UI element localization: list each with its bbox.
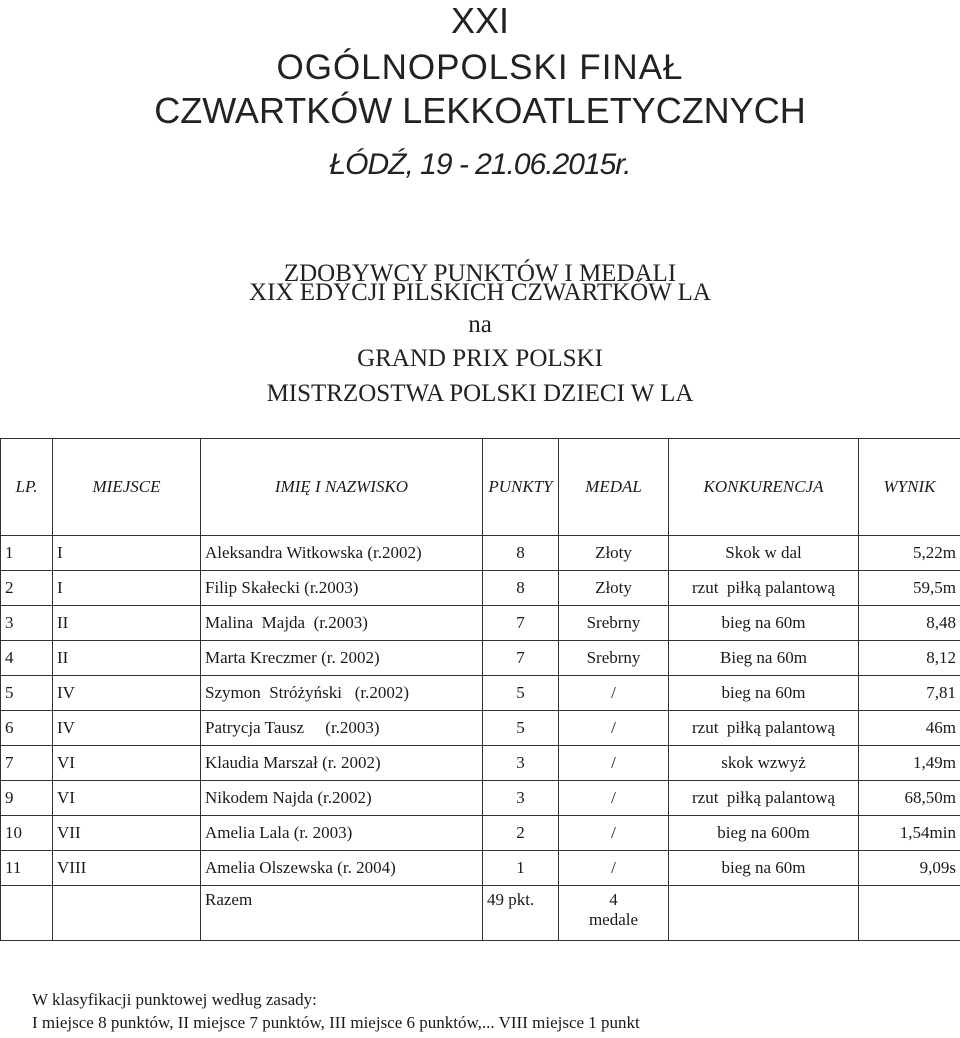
cell-medal: / (559, 676, 669, 711)
table-body (1, 536, 960, 886)
cell-miejsce: IV (53, 711, 201, 746)
summary-empty-3 (669, 886, 859, 941)
cell-medal: / (559, 781, 669, 816)
cell-punkty: 1 (483, 851, 559, 886)
cell-wynik: 7,81 (859, 676, 960, 711)
subtitle-line-4: GRAND PRIX POLSKI (357, 345, 603, 372)
cell-punkty: 5 (483, 676, 559, 711)
cell-miejsce: I (53, 536, 201, 571)
summary-empty-1 (1, 886, 53, 941)
cell-lp: 4 (1, 641, 53, 676)
cell-imie-nazwisko: Szymon Stróżyński (r.2002) (201, 676, 483, 711)
subtitle-line-1: ZDOBYWCY PUNKTÓW I MEDALI (283, 260, 677, 287)
cell-medal: / (559, 851, 669, 886)
cell-wynik: 8,12 (859, 641, 960, 676)
table-row (1, 781, 960, 816)
cell-punkty: 5 (483, 711, 559, 746)
header-punkty: PUNKTY (483, 439, 559, 536)
cell-punkty: 2 (483, 816, 559, 851)
cell-konkurencja: rzut piłką palantową (669, 781, 859, 816)
cell-medal: Srebrny (559, 606, 669, 641)
table-row (1, 816, 960, 851)
summary-medals-word: medale (588, 910, 639, 929)
table-row (1, 676, 960, 711)
cell-punkty: 3 (483, 781, 559, 816)
cell-wynik: 68,50m (859, 781, 960, 816)
summary-medals-count: 4 (609, 890, 618, 909)
cell-konkurencja: rzut piłką palantową (669, 711, 859, 746)
table-header-row (1, 439, 960, 536)
summary-label: Razem (201, 886, 483, 941)
cell-lp: 11 (1, 851, 53, 886)
cell-lp: 1 (1, 536, 53, 571)
footer-rule-intro: W klasyfikacji punktowej według zasady: (32, 990, 317, 1009)
title-ogolnopolski-final: OGÓLNOPOLSKI FINAŁ (276, 48, 684, 87)
cell-wynik: 9,09s (859, 851, 960, 886)
title-edition: XXI (450, 0, 510, 41)
cell-konkurencja: Skok w dal (669, 536, 859, 571)
cell-miejsce: IV (53, 676, 201, 711)
cell-imie-nazwisko: Patrycja Tausz (r.2003) (201, 711, 483, 746)
cell-medal: Srebrny (559, 641, 669, 676)
cell-konkurencja: bieg na 60m (669, 606, 859, 641)
subtitle-line-3: na (468, 311, 492, 338)
header-konkurencja: KONKURENCJA (669, 439, 859, 536)
cell-miejsce: II (53, 641, 201, 676)
cell-miejsce: VIII (53, 851, 201, 886)
cell-lp: 6 (1, 711, 53, 746)
cell-imie-nazwisko: Klaudia Marszał (r. 2002) (201, 746, 483, 781)
cell-miejsce: II (53, 606, 201, 641)
header-miejsce: MIEJSCE (53, 439, 201, 536)
cell-konkurencja: skok wzwyż (669, 746, 859, 781)
cell-konkurencja: bieg na 60m (669, 676, 859, 711)
cell-lp: 3 (1, 606, 53, 641)
subtitle-line-2: XIX EDYCJI PILSKICH CZWARTKÓW LA (249, 279, 711, 306)
cell-punkty: 7 (483, 641, 559, 676)
cell-medal: / (559, 746, 669, 781)
cell-imie-nazwisko: Marta Kreczmer (r. 2002) (201, 641, 483, 676)
cell-imie-nazwisko: Amelia Lala (r. 2003) (201, 816, 483, 851)
cell-wynik: 8,48 (859, 606, 960, 641)
cell-medal: / (559, 711, 669, 746)
cell-miejsce: VI (53, 781, 201, 816)
table-row (1, 711, 960, 746)
cell-miejsce: VI (53, 746, 201, 781)
cell-punkty: 3 (483, 746, 559, 781)
cell-wynik: 59,5m (859, 571, 960, 606)
results-table (0, 438, 960, 941)
summary-row (1, 886, 960, 941)
table-row (1, 536, 960, 571)
cell-wynik: 1,49m (859, 746, 960, 781)
title-czwartkow: CZWARTKÓW LEKKOATLETYCZNYCH (154, 90, 806, 131)
cell-medal: Złoty (559, 536, 669, 571)
cell-lp: 7 (1, 746, 53, 781)
cell-lp: 5 (1, 676, 53, 711)
cell-konkurencja: bieg na 60m (669, 851, 859, 886)
cell-imie-nazwisko: Amelia Olszewska (r. 2004) (201, 851, 483, 886)
cell-lp: 9 (1, 781, 53, 816)
table-row (1, 606, 960, 641)
summary-empty-4 (859, 886, 960, 941)
subtitle-line-5: MISTRZOSTWA POLSKI DZIECI W LA (266, 380, 694, 407)
cell-wynik: 1,54min (859, 816, 960, 851)
header-imie-nazwisko: IMIĘ I NAZWISKO (201, 439, 483, 536)
table-row (1, 571, 960, 606)
cell-konkurencja: rzut piłką palantową (669, 571, 859, 606)
cell-imie-nazwisko: Nikodem Najda (r.2002) (201, 781, 483, 816)
cell-konkurencja: bieg na 600m (669, 816, 859, 851)
cell-punkty: 8 (483, 571, 559, 606)
header-wynik: WYNIK (859, 439, 960, 536)
summary-points: 49 pkt. (483, 886, 559, 941)
cell-wynik: 5,22m (859, 536, 960, 571)
cell-miejsce: I (53, 571, 201, 606)
table-row (1, 851, 960, 886)
summary-medals (559, 886, 669, 941)
cell-wynik: 46m (859, 711, 960, 746)
header-medal: MEDAL (559, 439, 669, 536)
cell-konkurencja: Bieg na 60m (669, 641, 859, 676)
cell-imie-nazwisko: Malina Majda (r.2003) (201, 606, 483, 641)
footer-rule-detail: I miejsce 8 punktów, II miejsce 7 punktów, III miejsce 6 punktów,... VIII miejsce 1 punkt (32, 1013, 640, 1032)
cell-lp: 10 (1, 816, 53, 851)
cell-punkty: 8 (483, 536, 559, 571)
cell-imie-nazwisko: Aleksandra Witkowska (r.2002) (201, 536, 483, 571)
cell-miejsce: VII (53, 816, 201, 851)
cell-lp: 2 (1, 571, 53, 606)
cell-medal: Złoty (559, 571, 669, 606)
cell-imie-nazwisko: Filip Skałecki (r.2003) (201, 571, 483, 606)
title-place-date: ŁÓDŹ, 19 - 21.06.2015r. (329, 148, 631, 181)
table-row (1, 641, 960, 676)
table-row (1, 746, 960, 781)
cell-punkty: 7 (483, 606, 559, 641)
header-lp: LP. (1, 439, 53, 536)
cell-medal: / (559, 816, 669, 851)
summary-empty-2 (53, 886, 201, 941)
